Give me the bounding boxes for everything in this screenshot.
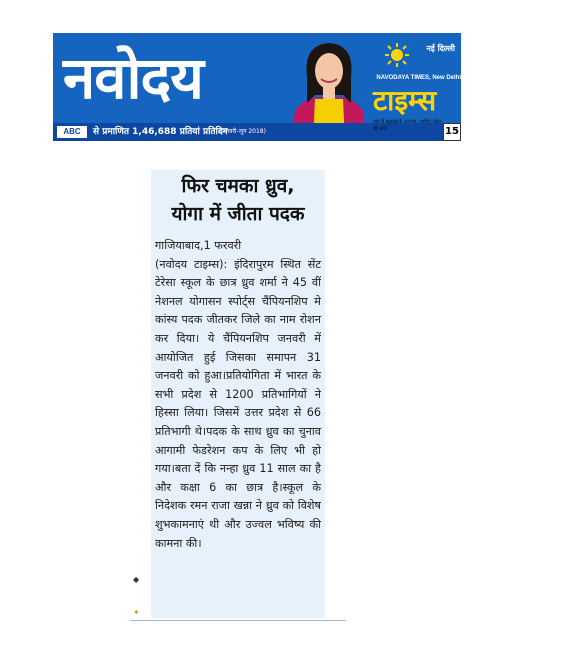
star-marker-icon: ✦ bbox=[133, 608, 140, 617]
hindi-name: टाइम्स bbox=[373, 84, 437, 117]
article-dateline: गाजियाबाद,1 फरवरी bbox=[155, 239, 242, 252]
article-text: (नवोदय टाइम्स): इंदिरापुरम स्थित सेंट टेरेसा स्कूल के छात्र ध्रुव शर्मा ने 45 वीं नेशनल योगासन स्पोर्ट्स चैंपियनशिप मे कांस्य पदक जीतकर जिले का नाम रोशन कर दिया। ये चैंपियनशिप जनवरी में आयोजित हुई जिसका समापन 31 जनवरी को हुआ।प्रतियोगिता में भारत के सभी प्रदेश से 1200 प्रतिभागियों ने हिस्सा लिया। जिसमें उत्तर प्रदेश से 66 प्रतिभागी थे।पदक के साथ ध्रुव का चुनाव आगामी फेडरेशन कप के लिए भी हो गया।बता दें कि नन्हा ध्रुव 11 साल का है और कक्षा 6 का छात्र है।स्कूल के निदेशक रमन राजा खन्ना ने ध्रुव को विशेष शुभकामनाएं थी और उज्वल भविष्य की कामना की। bbox=[155, 257, 321, 550]
news-article bbox=[151, 170, 325, 618]
divider bbox=[130, 620, 346, 621]
page-number: 15 bbox=[443, 123, 461, 141]
circulation-text: से प्रमाणित 1,46,688 प्रतियां प्रतिदिन bbox=[93, 127, 228, 137]
headline-line-1: फिर चमका ध्रुव, bbox=[181, 175, 295, 197]
headline-line-2: योगा में जीता पदक bbox=[171, 203, 305, 225]
article-headline bbox=[151, 172, 325, 228]
masthead-title-block bbox=[371, 33, 461, 123]
article-body bbox=[155, 237, 321, 553]
newspaper-masthead bbox=[53, 33, 463, 141]
abc-badge: ABC bbox=[57, 126, 87, 138]
circulation-period: (जनवरी-जून 2018) bbox=[219, 128, 266, 135]
sun-icon bbox=[385, 43, 409, 67]
diamond-marker-icon: ◆ bbox=[133, 575, 140, 584]
english-name: NAVODAYA TIMES, New Delhi bbox=[376, 75, 461, 81]
newspaper-logo: नवोदय bbox=[63, 44, 203, 112]
masthead-banner bbox=[53, 33, 461, 123]
edition-city: नई दिल्ली bbox=[426, 44, 455, 53]
teaser-text: यहां हैं खूबसूरती अनन्या, जानिए सेहत की बातें bbox=[373, 119, 442, 132]
